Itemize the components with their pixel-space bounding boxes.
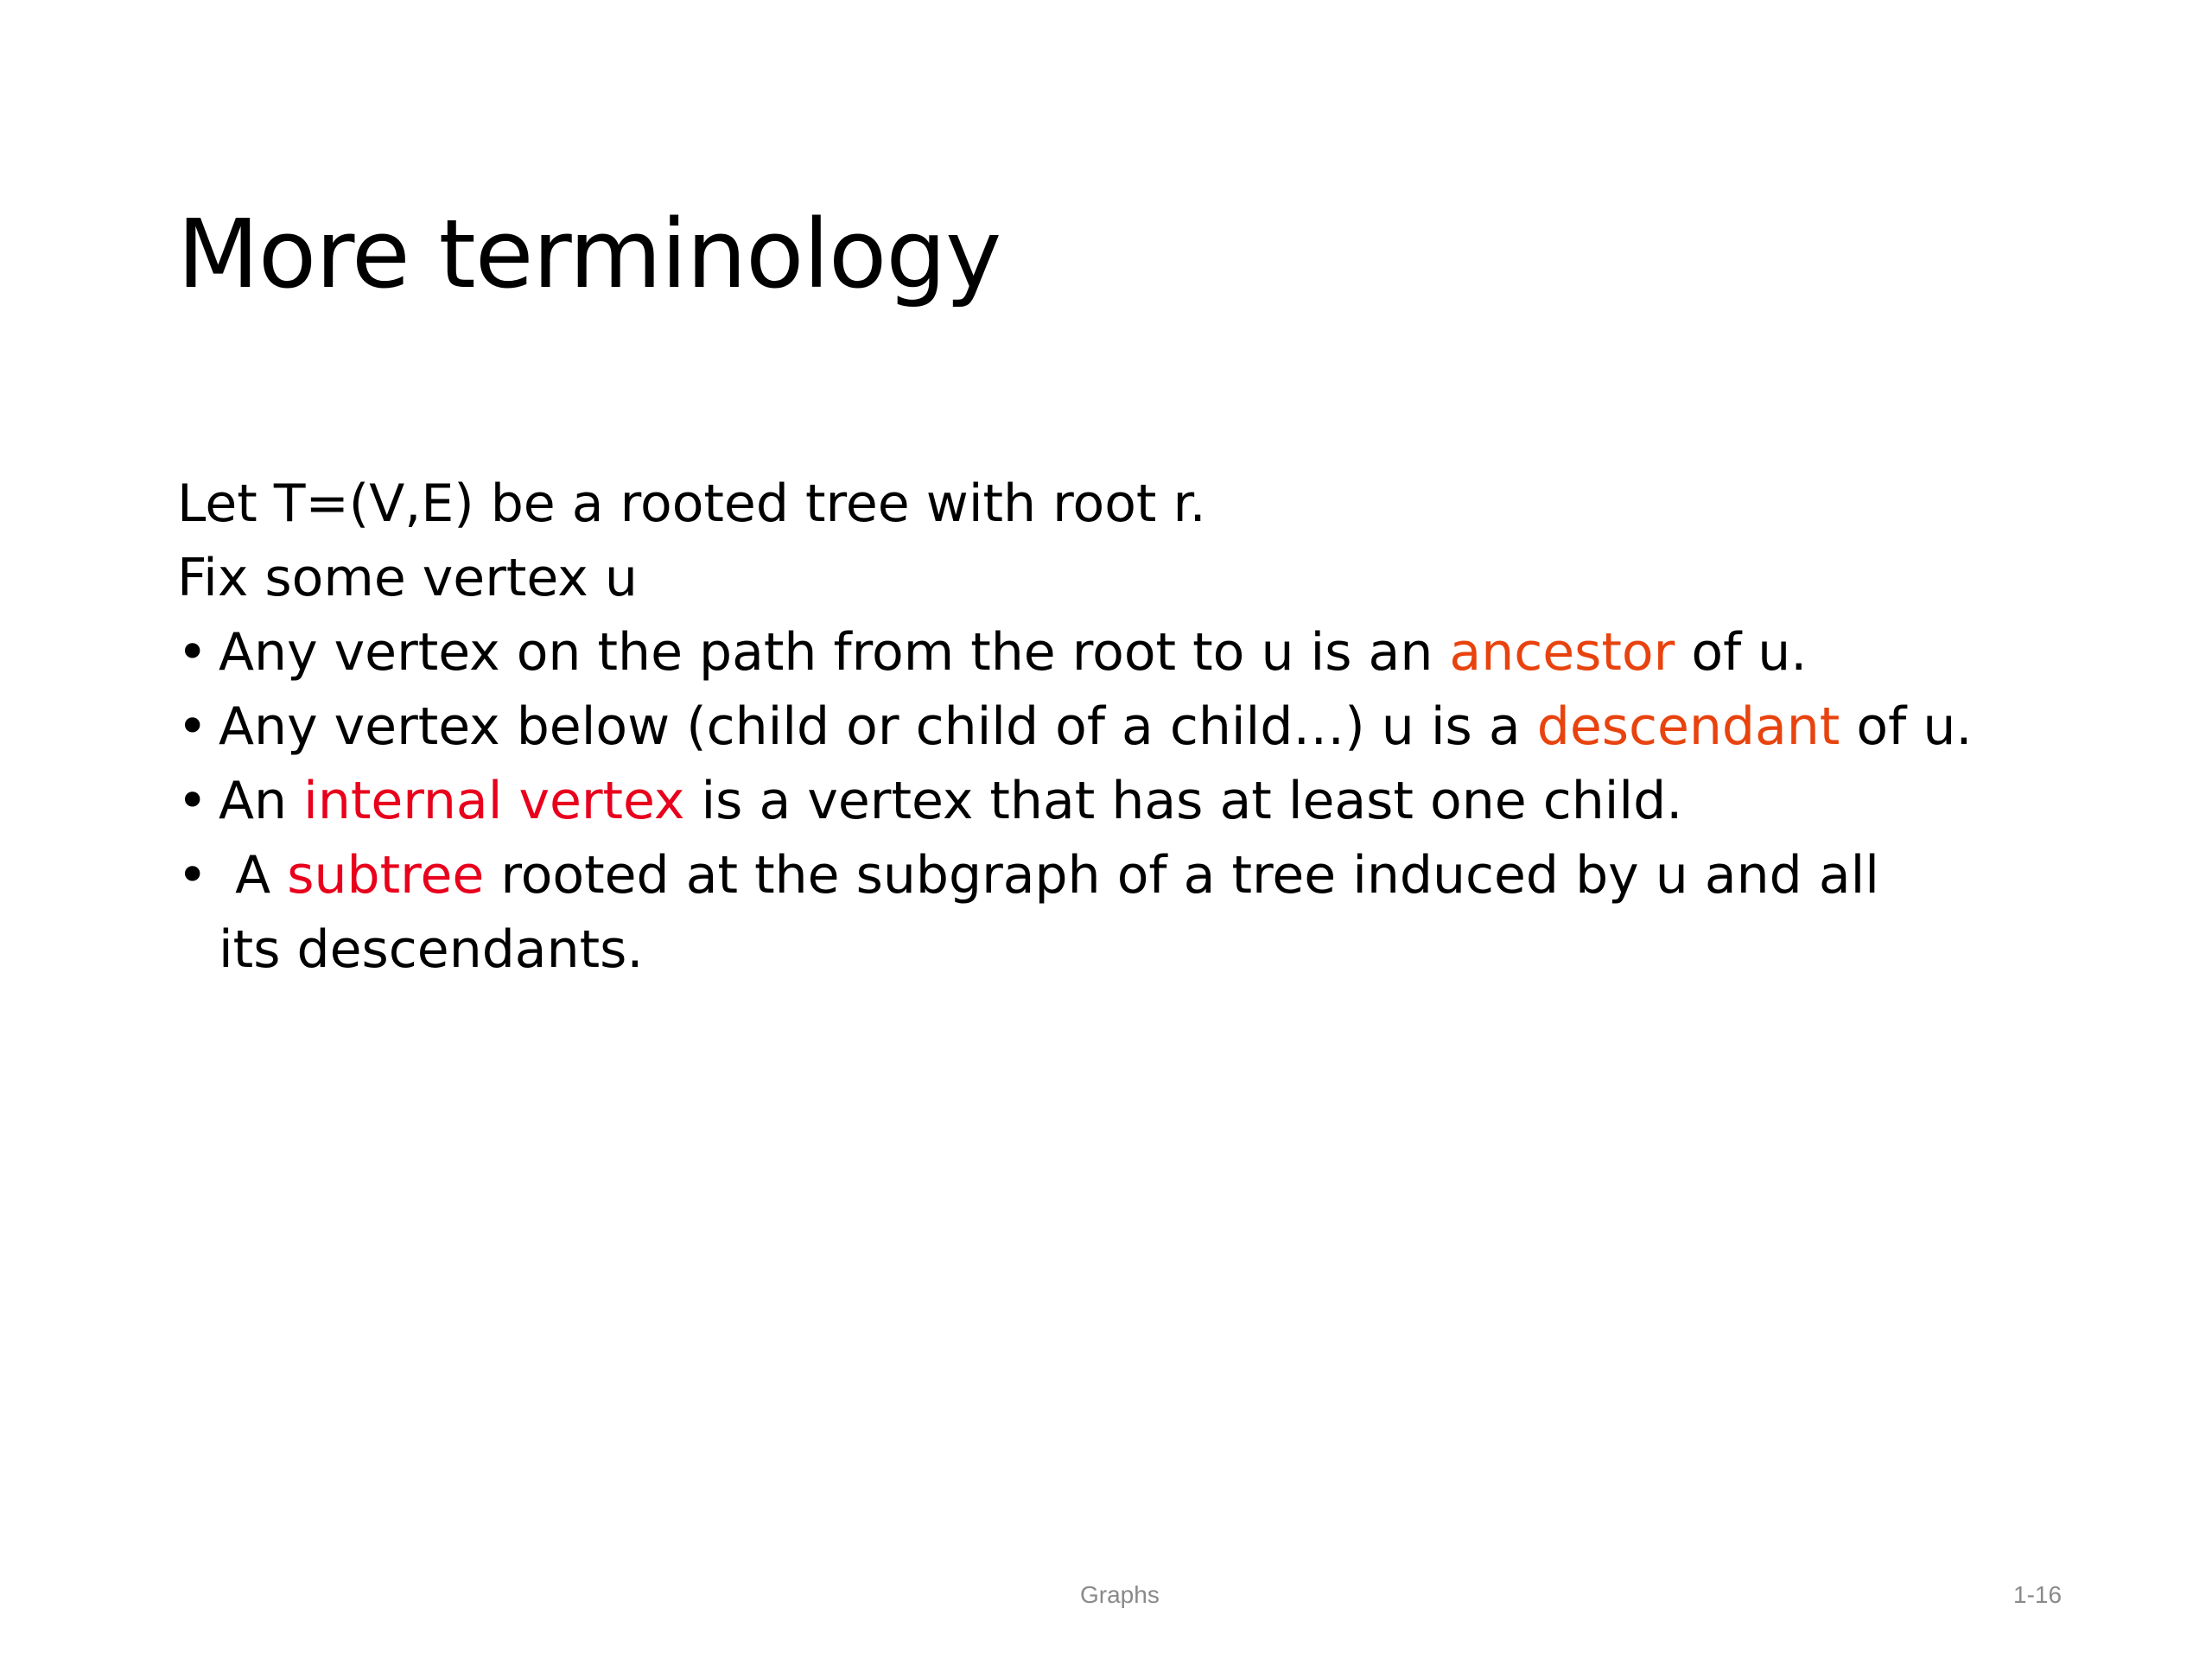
footer-page-number: 1-16 [2013,1581,2063,1608]
slide-body [177,467,1974,987]
term-descendant: descendant [1536,696,1840,757]
bullet-icon: • [177,771,208,831]
bullet-text-after: rooted at the subgraph of a tree induced by u and all its descendants. [219,845,1879,980]
term-ancestor: ancestor [1449,622,1675,683]
bullet-item-descendant [177,690,1974,764]
bullet-text-before: Any vertex on the path from the root to u is an [219,622,1450,683]
footer-section-label: Graphs [1080,1581,1160,1608]
bullet-item-ancestor [177,615,1974,690]
bullet-icon: • [177,845,208,906]
term-subtree: subtree [287,845,485,906]
bullet-item-subtree [177,838,1929,987]
bullet-text-after: is a vertex that has at least one child. [684,771,1683,831]
intro-line-1: Let T=(V,E) be a rooted tree with root r. [177,474,1206,534]
bullet-icon: • [177,696,208,757]
intro-line-2: Fix some vertex u [177,548,638,608]
bullet-text-after: of u. [1840,696,1973,757]
bullet-text-after: of u. [1675,622,1808,683]
slide-title: More terminology [177,199,1001,309]
term-internal-vertex: internal vertex [303,771,685,831]
bullet-icon: • [177,622,208,683]
bullet-text-before: Any vertex below (child or child of a child…) u is a [219,696,1537,757]
bullet-text-before: A [219,845,288,906]
bullet-item-internal-vertex [177,764,1974,838]
bullet-text-before: An [219,771,304,831]
